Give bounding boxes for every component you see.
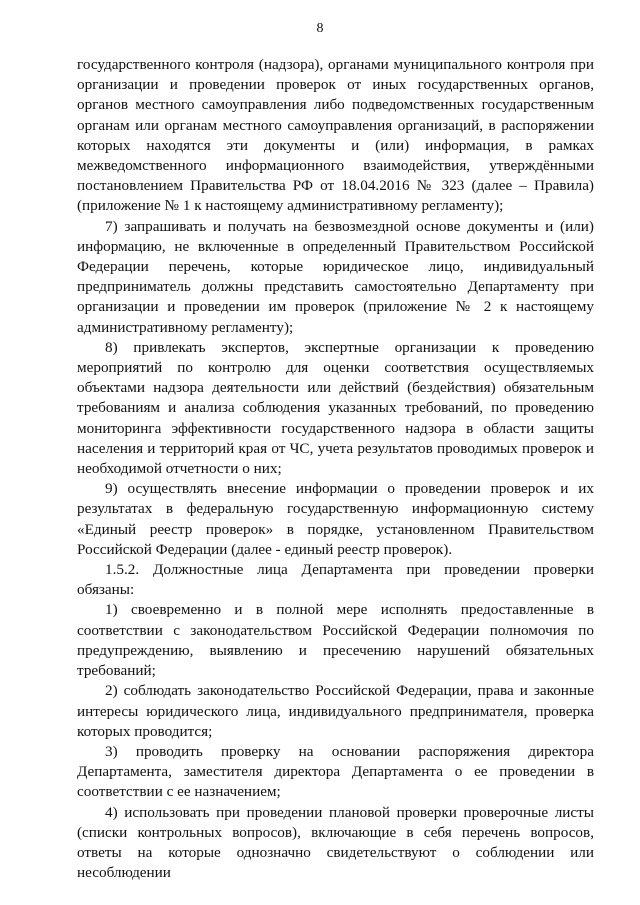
paragraph-item-8: 8) привлекать экспертов, экспертные организации к проведению мероприятий по контролю для оценки соответствия осуществляемых объектами надзора деятельности или действий (бездействия) обязательным требованиям и анализа соблюдения указанных требований, по проведению мониторинга эффективности государственного надзора в области защиты населения и территорий края от ЧС, учета результатов проводимых проверок и необходимой отчетности о них; (77, 338, 594, 478)
page-number: 8 (316, 21, 324, 36)
paragraph-item-7: 7) запрашивать и получать на безвозмездной основе документы и (или) информацию, не включенные в определенный Правительством Российской Федерации перечень, которые юридическое лицо, индивидуальный предприниматель должны представить самостоятельно Департаменту при организации и проведении им проверок (приложение № 2 к настоящему административному регламенту); (77, 217, 594, 336)
paragraph-duty-1: 1) своевременно и в полной мере исполнять предоставленные в соответствии с законодательством Российской Федерации полномочия по предупреждению, выявлению и пресечению нарушений обязательных требований; (77, 601, 594, 680)
paragraph-duty-3: 3) проводить проверку на основании распоряжения директора Департамента, заместителя директора Департамента о ее проведении в соответствии с ее назначением; (77, 742, 594, 801)
paragraph-item-9: 9) осуществлять внесение информации о проведении проверок и их результатах в федеральную государственную информационную систему «Единый реестр проверок» в порядке, установленном Правительством Российской Федерации (далее - единый реестр проверок). (77, 480, 594, 558)
paragraph-duty-4: 4) использовать при проведении плановой проверки проверочные листы (списки контрольных вопросов), включающие в себя перечень вопросов, ответы на которые однозначно свидетельствуют о соблюдении или несоблюдении (77, 803, 594, 882)
document-body (77, 55, 594, 883)
paragraph-duty-2: 2) соблюдать законодательство Российской Федерации, права и законные интересы юридического лица, индивидуального предпринимателя, проверка которых проводится; (77, 682, 594, 740)
paragraph-continuation: государственного контроля (надзора), органами муниципального контроля при организации и проведении проверок от иных государственных органов, органов местного самоуправления либо подведомственных государственным органам или органам местного самоуправления организаций, в распоряжении которых находятся эти документы и (или) информация, в рамках межведомственного информационного взаимодействия, утверждёнными постановлением Правительства РФ от 18.04.2016 № 323 (далее – Правила) (приложение № 1 к настоящему административному регламенту); (77, 56, 594, 215)
paragraph-section-1-5-2: 1.5.2. Должностные лица Департамента при проведении проверки обязаны: (77, 561, 594, 599)
